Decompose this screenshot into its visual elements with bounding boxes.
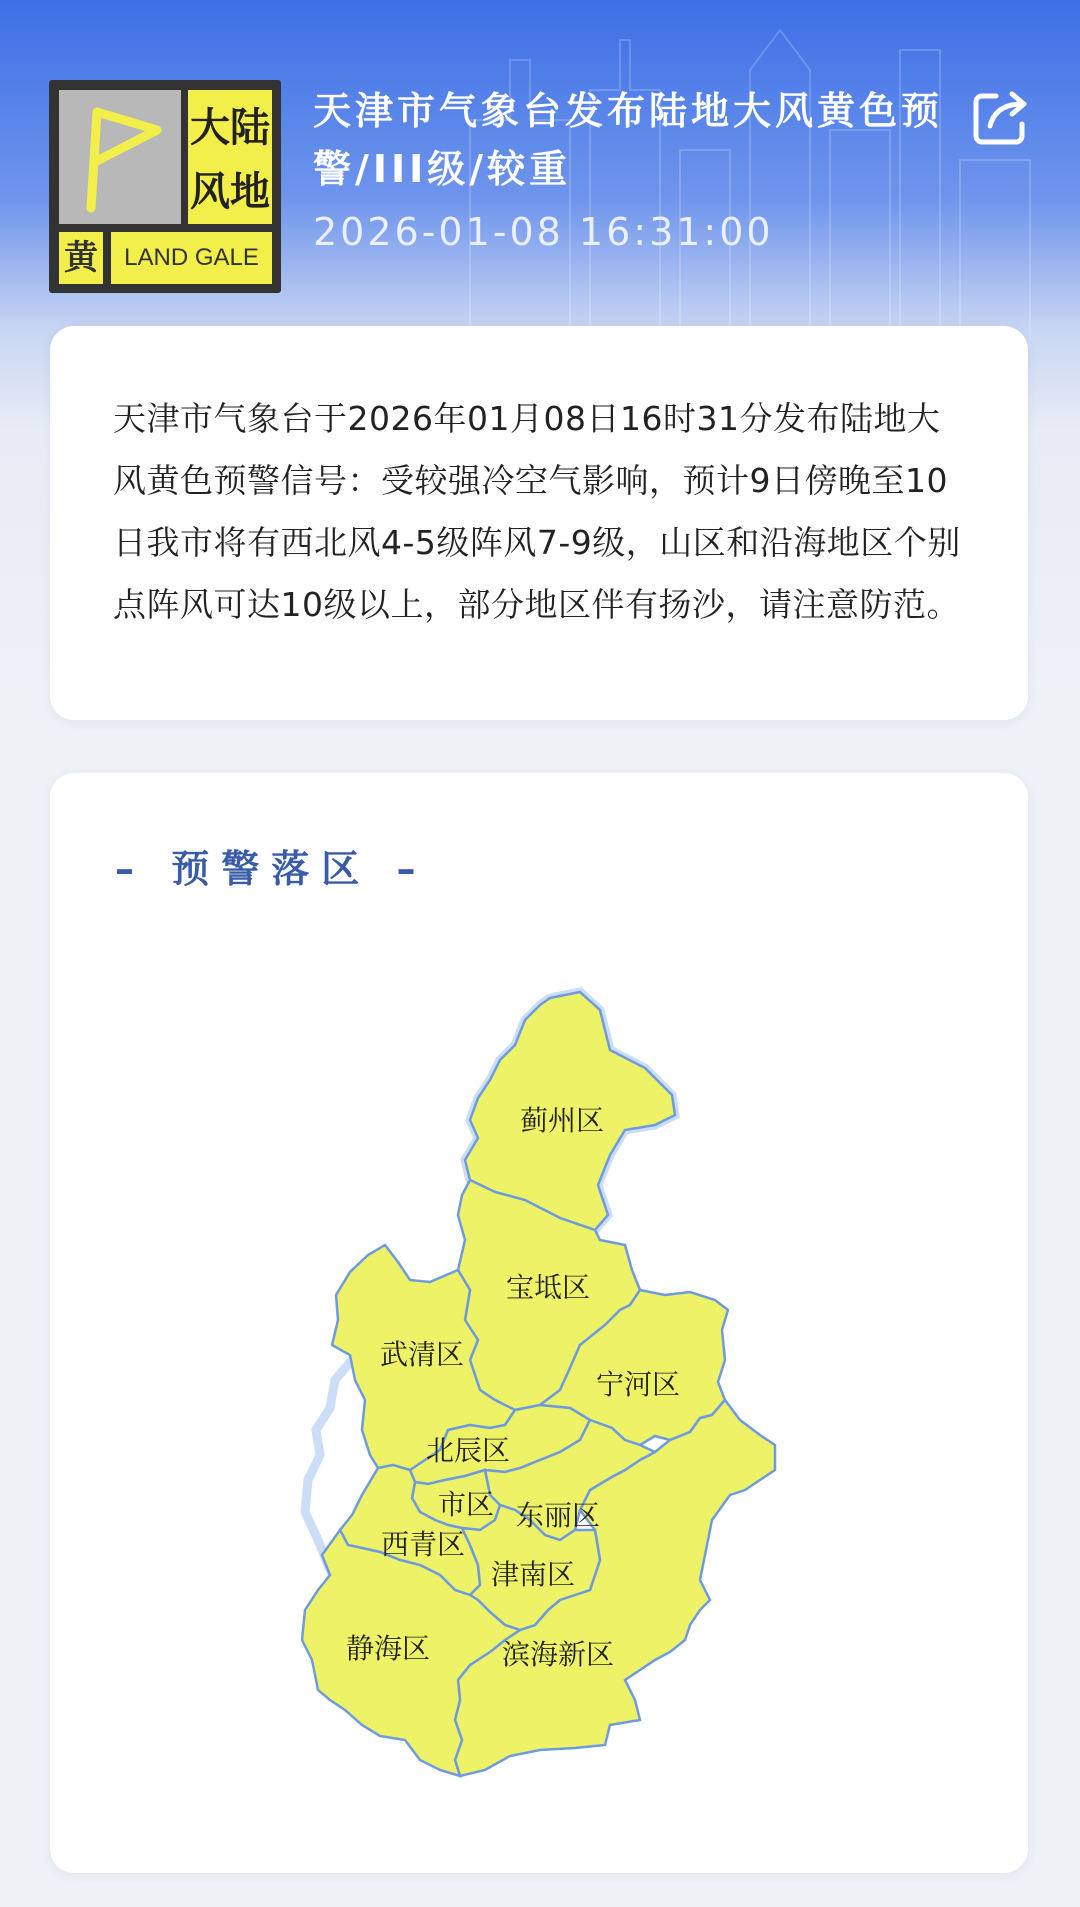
- badge-chinese-label: [188, 90, 272, 224]
- badge-char: 大: [190, 105, 230, 151]
- warning-header: [0, 0, 1080, 320]
- badge-char: 地: [230, 169, 270, 215]
- share-icon: [970, 86, 1032, 148]
- warning-area-title: – 预警落区 –: [115, 847, 428, 891]
- region-label: 北辰区: [425, 1434, 511, 1467]
- share-button[interactable]: [970, 86, 1032, 148]
- region-label: 滨海新区: [501, 1638, 615, 1671]
- region-label: 宁河区: [595, 1368, 681, 1401]
- region-label: 蓟州区: [519, 1104, 605, 1137]
- alert-text: 天津市气象台于2026年01月08日16时31分发布陆地大风黄色预警信号：受较强冷空气影响，预计9日傍晚至10日我市将有西北风4-5级阵风7-9级，山区和沿海地区个别点阵风可达10级以上，部分地区伴有扬沙，请注意防范。: [113, 399, 961, 624]
- region-label: 武清区: [379, 1338, 465, 1371]
- tianjin-district-map: [50, 773, 1028, 1873]
- region-label: 西青区: [380, 1528, 466, 1561]
- badge-char: 陆: [230, 105, 270, 151]
- region-label: 宝坻区: [505, 1271, 591, 1304]
- region-label: 东丽区: [515, 1499, 601, 1532]
- warning-area-card: [50, 773, 1028, 1873]
- land-gale-warning-badge: [49, 80, 281, 293]
- badge-char: 风: [190, 169, 230, 215]
- alert-content-card: [50, 326, 1028, 720]
- region-label: 市区: [437, 1488, 495, 1521]
- warning-datetime: 2026-01-08 16:31:00: [313, 210, 774, 254]
- badge-english-label: LAND GALE: [111, 232, 272, 284]
- warning-title: 天津市气象台发布陆地大风黄色预警/III级/较重: [313, 89, 944, 191]
- region-label: 津南区: [490, 1558, 576, 1591]
- region-label: 静海区: [345, 1632, 431, 1665]
- badge-level: 黄: [59, 232, 103, 284]
- wind-flag-icon: [59, 90, 181, 224]
